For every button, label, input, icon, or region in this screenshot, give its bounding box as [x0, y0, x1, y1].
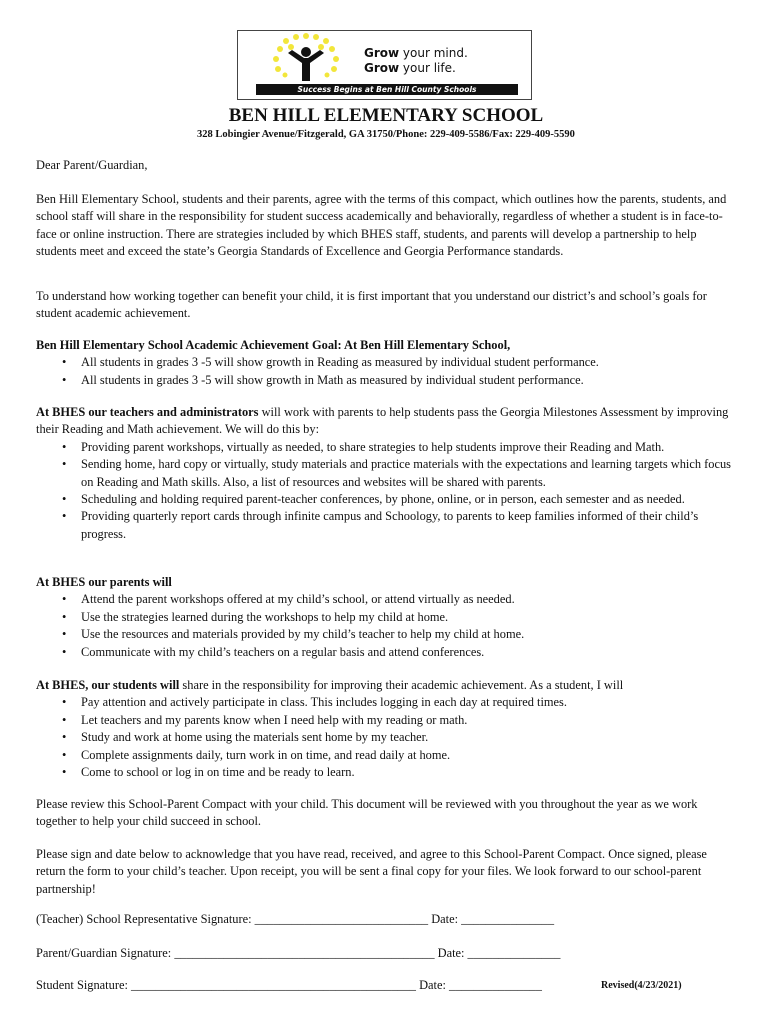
- greeting: Dear Parent/Guardian,: [36, 158, 148, 172]
- goal-heading: Ben Hill Elementary School Academic Achievement Goal: At Ben Hill Elementary School,: [36, 338, 511, 352]
- teacher-signature-line[interactable]: (Teacher) School Representative Signature: ____________________________ Date: _______________: [36, 912, 555, 926]
- parents-list: [36, 591, 736, 661]
- list-item: • All students in grades 3 -5 will show growth in Math as measured by individual student performance.: [81, 372, 736, 389]
- review-paragraph: Please review this School-Parent Compact with your child. This document will be reviewed with you throughout the year as we work together to help your child succeed in school.: [36, 797, 698, 829]
- intro-paragraph: Ben Hill Elementary School, students and their parents, agree with the terms of this compact, which outlines how the parents, students, and school staff will share in the responsibility for student success academically and behaviorally, regardless of whether a student is in face-to-face or online instruction. There are strategies included by which BHES staff, students, and parents will develop a partnership to help students meet and exceed the state’s Georgia Standards of Excellence and Georgia Performance standards.: [36, 192, 727, 259]
- understand-paragraph: To understand how working together can benefit your child, it is first important that you understand our district’s and school’s goals for student academic achievement.: [36, 289, 707, 321]
- parents-section: [36, 574, 736, 661]
- list-item: • Providing quarterly report cards through infinite campus and Schoology, to parents to keep families informed of their child’s progress.: [81, 508, 736, 543]
- list-item: • Communicate with my child’s teachers on a regular basis and attend conferences.: [81, 644, 736, 661]
- student-signature-line[interactable]: Student Signature: ______________________________________________ Date: _______________: [36, 978, 542, 992]
- logo-tagline: Success Begins at Ben Hill County Schools: [256, 84, 518, 95]
- goal-section: [36, 337, 736, 389]
- goal-list: [36, 354, 736, 389]
- students-list: [36, 694, 736, 781]
- list-item: • Use the resources and materials provided by my child’s teacher to help my child at home.: [81, 626, 736, 643]
- sign-instructions: Please sign and date below to acknowledge that you have read, received, and agree to this School-Parent Compact. Once signed, please return the form to your child’s teacher. Upon receipt, you will be sent a final copy for your files. We look forward to our school-parent partnership!: [36, 847, 707, 896]
- list-item: • Sending home, hard copy or virtually, study materials and practice materials with the expectations and learning targets which focus on Reading and Math skills. Also, a list of resources and websites will be shared with parents.: [81, 456, 736, 491]
- teachers-section: [36, 404, 736, 543]
- school-address: 328 Lobingier Avenue/Fitzgerald, GA 31750/Phone: 229-409-5586/Fax: 229-409-5590: [197, 129, 575, 140]
- logo-emblem: [258, 33, 353, 87]
- students-section: [36, 677, 736, 781]
- list-item: • Come to school or log in on time and be ready to learn.: [81, 764, 736, 781]
- list-item: • Use the strategies learned during the workshops to help my child at home.: [81, 609, 736, 626]
- parents-heading: At BHES our parents will: [36, 575, 172, 589]
- students-heading: At BHES, our students will share in the responsibility for improving their academic achievement. As a student, I will: [36, 678, 624, 692]
- list-item: • All students in grades 3 -5 will show growth in Reading as measured by individual student performance.: [81, 354, 736, 371]
- list-item: • Attend the parent workshops offered at my child’s school, or attend virtually as needed.: [81, 591, 736, 608]
- school-logo: [237, 30, 532, 100]
- logo-slogan: Grow your mind. Grow your life.: [364, 46, 468, 75]
- list-item: • Pay attention and actively participate in class. This includes logging in each day at required times.: [81, 694, 736, 711]
- list-item: • Let teachers and my parents know when I need help with my reading or math.: [81, 712, 736, 729]
- parent-signature-line[interactable]: Parent/Guardian Signature: __________________________________________ Date: _______________: [36, 946, 561, 960]
- list-item: • Complete assignments daily, turn work in on time, and read daily at home.: [81, 747, 736, 764]
- teachers-list: [36, 439, 736, 543]
- teachers-heading: At BHES our teachers and administrators will work with parents to help students pass the Georgia Milestones Assessment by improving their Reading and Math achievement. We will do this by:: [36, 405, 729, 437]
- revised-date: Revised(4/23/2021): [601, 980, 682, 991]
- list-item: • Study and work at home using the materials sent home by my teacher.: [81, 729, 736, 746]
- list-item: • Providing parent workshops, virtually as needed, to share strategies to help students improve their Reading and Math.: [81, 439, 736, 456]
- page-title: BEN HILL ELEMENTARY SCHOOL: [228, 105, 544, 126]
- list-item: • Scheduling and holding required parent-teacher conferences, by phone, online, or in person, each semester and as needed.: [81, 491, 736, 508]
